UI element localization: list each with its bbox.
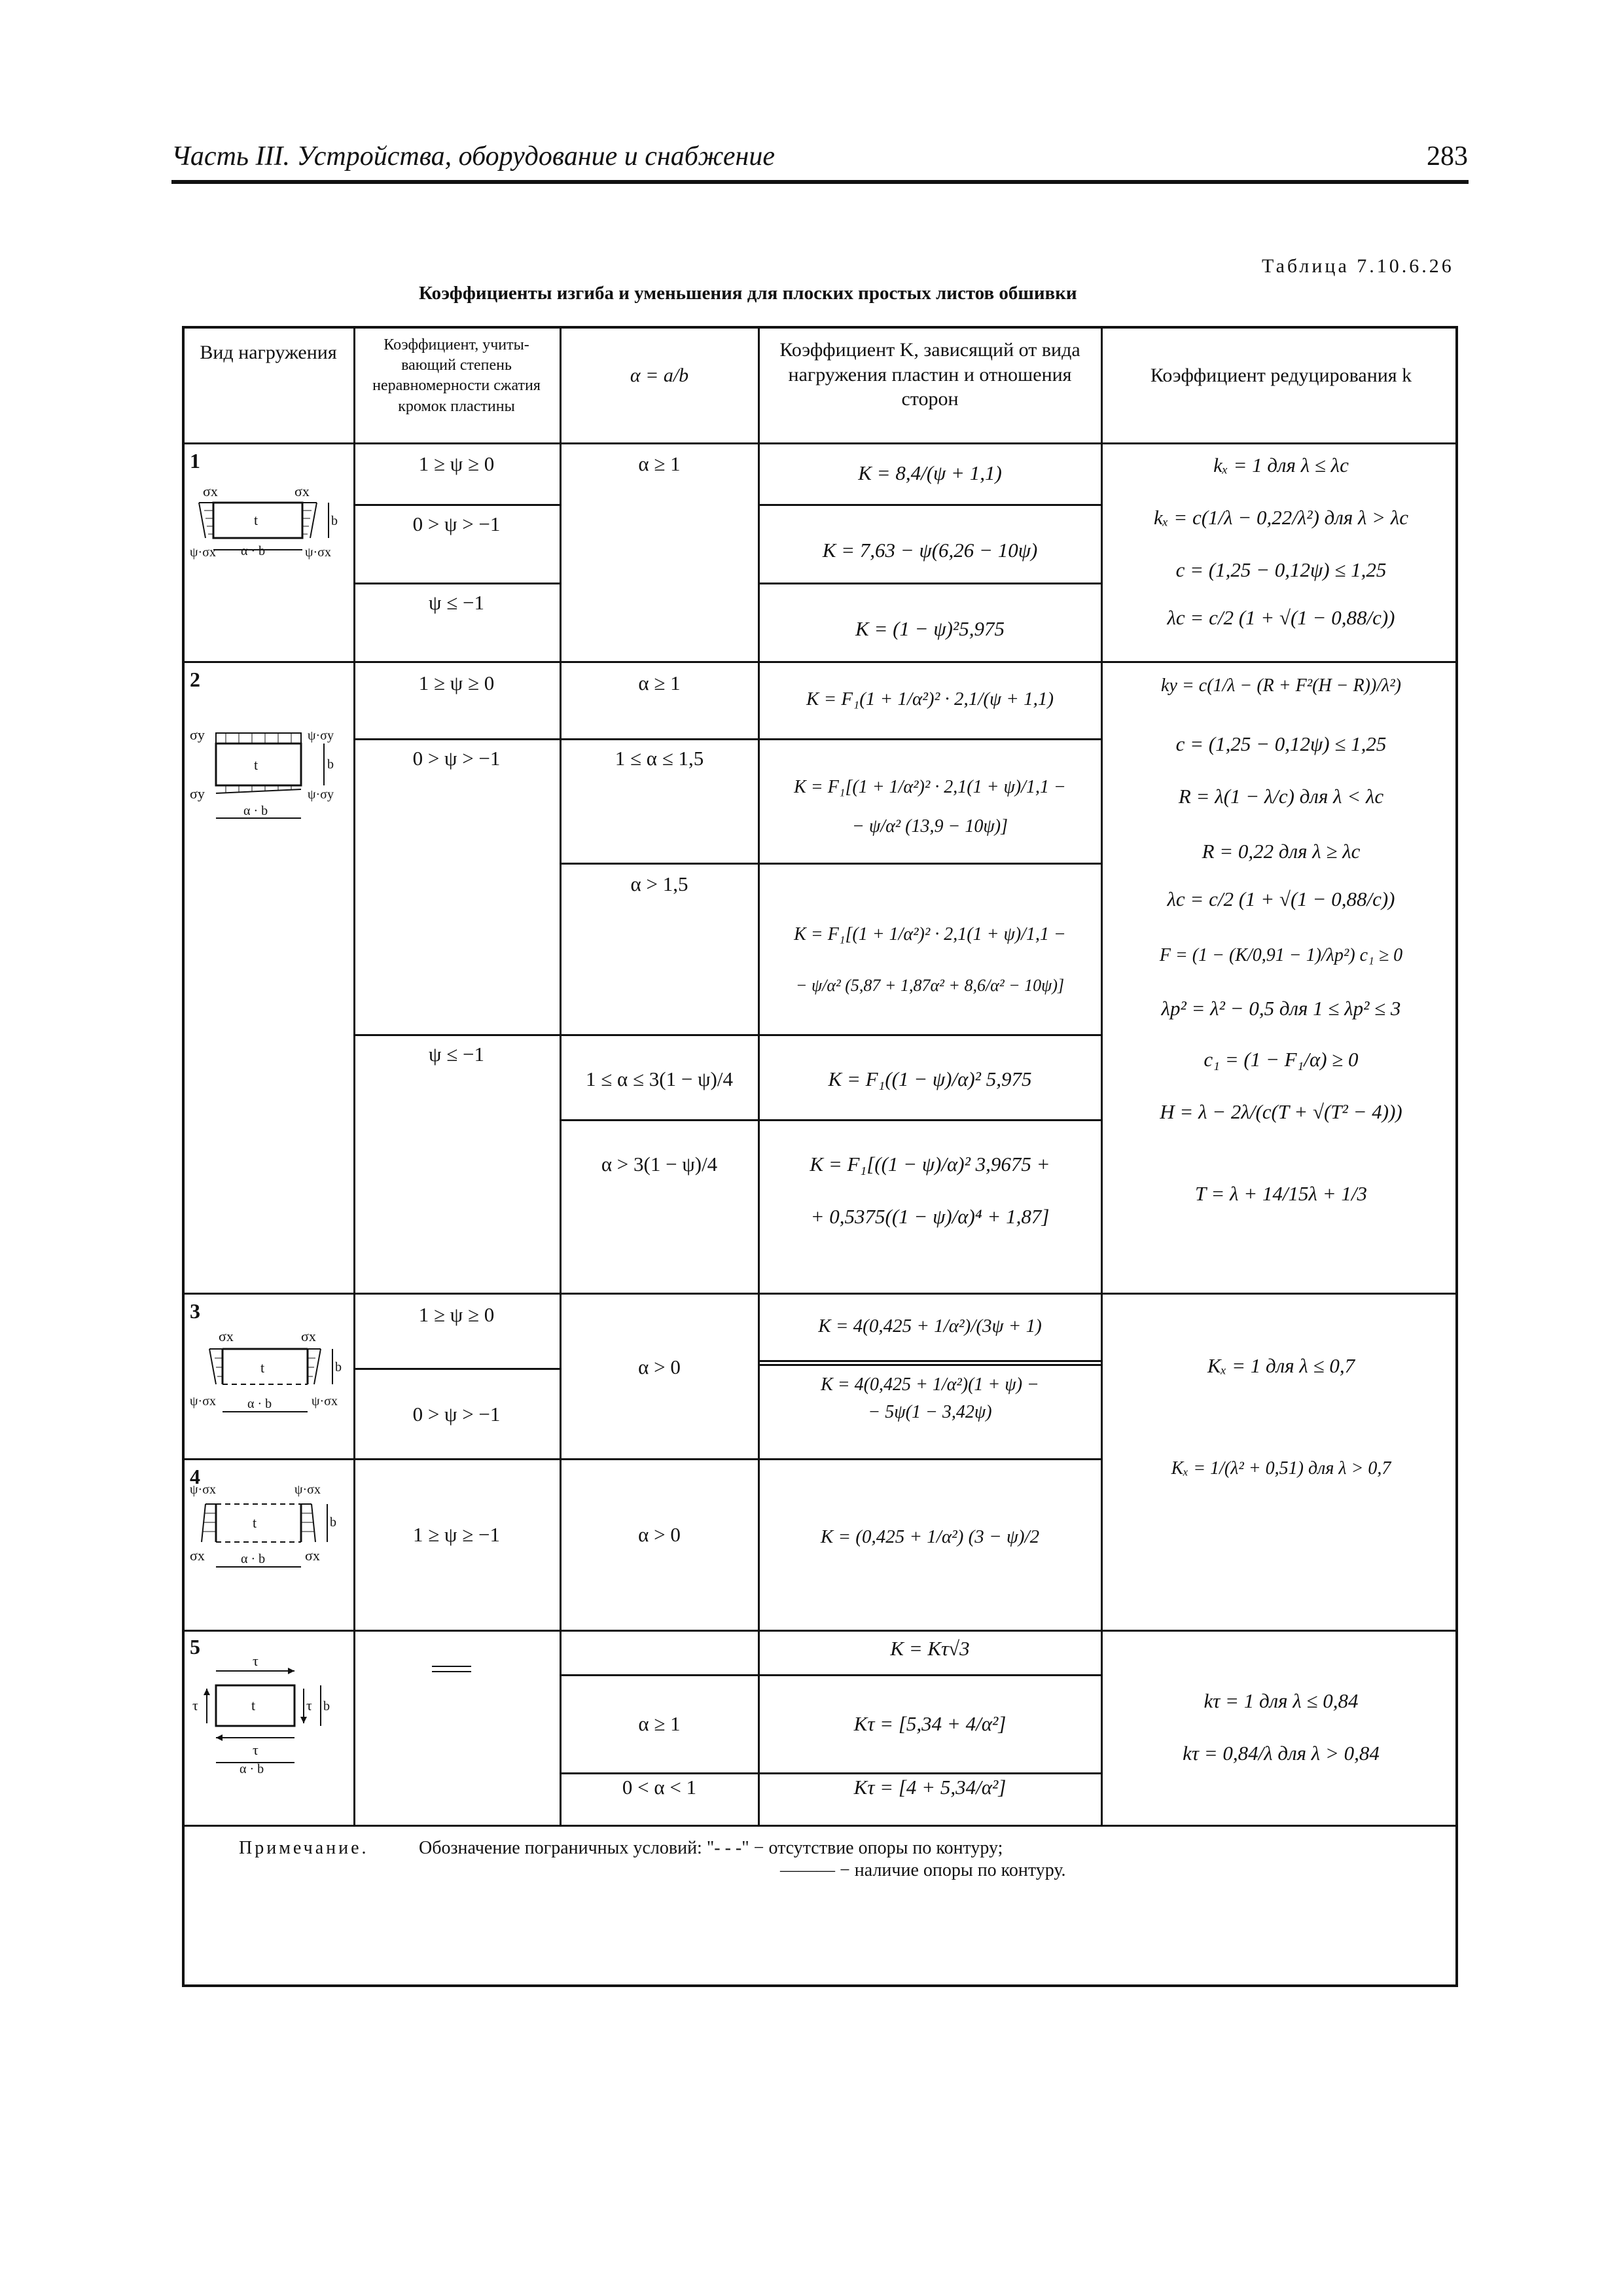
diagram-label: b	[323, 1699, 330, 1713]
row-divider	[182, 1825, 1458, 1827]
cell-divider	[758, 583, 1103, 584]
alpha-cell: α > 0	[638, 1523, 681, 1546]
k-formula: c = (1,25 − 0,12ψ) ≤ 1,25	[1175, 558, 1387, 581]
diagram-label: σx	[305, 1547, 320, 1564]
alpha-cell: 1 ≤ α ≤ 3(1 − ψ)/4	[586, 1067, 733, 1090]
K-formula: Kτ = [4 + 5,34/α²]	[853, 1776, 1007, 1799]
header-alpha: α = a/b	[630, 365, 689, 386]
k-formula: kₓ = c(1/λ − 0,22/λ²) для λ > λc	[1153, 506, 1409, 529]
diagram-label: σx	[190, 1547, 205, 1564]
load-case-5-diagram	[190, 1653, 347, 1777]
diagram-label: ψ·σx	[312, 1394, 338, 1408]
cell-divider	[560, 1674, 1103, 1676]
k-formula: kτ = 1 для λ ≤ 0,84	[1204, 1689, 1359, 1712]
cell-divider	[353, 1368, 562, 1370]
col-divider	[1101, 326, 1103, 1825]
k-formula: Kₓ = 1 для λ ≤ 0,7	[1207, 1354, 1355, 1377]
row-number: 3	[190, 1299, 200, 1323]
cell-divider	[353, 738, 1103, 740]
k-formula: R = λ(1 − λ/c) для λ < λc	[1178, 785, 1384, 808]
row-number: 2	[190, 668, 200, 691]
psi-cell: ψ ≤ −1	[429, 591, 484, 614]
k-formula: F = (1 − (K/0,91 − 1)/λp²) c₁ ≥ 0	[1159, 945, 1403, 965]
k-formula: H = λ − 2λ/(c(T + √(T² − 4)))	[1160, 1100, 1402, 1123]
cell-divider	[560, 1772, 1103, 1774]
alpha-cell: α ≥ 1	[638, 672, 681, 694]
psi-cell: 0 > ψ > −1	[412, 1403, 501, 1426]
k-formula: kτ = 0,84/λ для λ > 0,84	[1183, 1742, 1380, 1765]
diagram-label: ψ·σx	[294, 1482, 321, 1497]
diagram-label: b	[335, 1360, 342, 1374]
header-rule	[171, 180, 1469, 184]
row-divider	[182, 661, 1458, 663]
load-case-2-diagram	[190, 720, 347, 857]
row-divider	[182, 442, 1458, 444]
header-k: Коэффициент редуцирования k	[1150, 365, 1412, 386]
diagram-label: α · b	[241, 1552, 266, 1566]
diagram-label: b	[330, 1515, 336, 1530]
K-formula: − 5ψ(1 − 3,42ψ)	[868, 1402, 992, 1422]
K-formula: K = F₁((1 − ψ)/α)² 5,975	[828, 1067, 1032, 1090]
diagram-label: σx	[219, 1328, 234, 1344]
cell-divider	[758, 1364, 1103, 1366]
cell-divider	[560, 1119, 1103, 1121]
psi-cell: 1 ≥ ψ ≥ 0	[418, 1303, 495, 1326]
note-line: ——— − наличие опоры по контуру.	[780, 1860, 1066, 1880]
K-formula: K = F₁[(1 + 1/α²)² · 2,1(1 + ψ)/1,1 −	[794, 924, 1066, 944]
psi-cell: 0 > ψ > −1	[412, 512, 501, 535]
K-formula: K = F₁[(1 + 1/α²)² · 2,1(1 + ψ)/1,1 −	[794, 777, 1066, 797]
alpha-cell: 1 ≤ α ≤ 1,5	[615, 747, 704, 770]
k-formula: c₁ = (1 − F₁/α) ≥ 0	[1204, 1048, 1359, 1071]
running-header: Часть III. Устройства, оборудование и снабжение	[171, 141, 775, 171]
diagram-label: τ	[306, 1697, 312, 1713]
diagram-label: t	[251, 1697, 256, 1713]
diagram-label: ψ·σx	[190, 1394, 216, 1408]
psi-cell: 1 ≥ ψ ≥ 0	[418, 672, 495, 694]
K-formula: K = (1 − ψ)²5,975	[855, 617, 1005, 640]
alpha-cell: α > 3(1 − ψ)/4	[601, 1153, 718, 1175]
k-formula: λc = c/2 (1 + √(1 − 0,88/c))	[1167, 888, 1395, 910]
diagram-label: t	[254, 512, 259, 528]
row-divider	[182, 1458, 1103, 1460]
load-case-3-diagram	[190, 1325, 347, 1450]
k-formula: λp² = λ² − 0,5 для 1 ≤ λp² ≤ 3	[1161, 997, 1401, 1020]
diagram-label: ψ·σy	[308, 728, 334, 743]
diagram-label: α · b	[241, 544, 266, 558]
diagram-label: α · b	[247, 1397, 272, 1411]
K-formula: K = 7,63 − ψ(6,26 − 10ψ)	[822, 539, 1038, 562]
diagram-label: ψ·σx	[305, 545, 331, 560]
row-divider	[182, 1630, 1458, 1632]
header-load: Вид нагружения	[200, 342, 337, 363]
k-formula: Kₓ = 1/(λ² + 0,51) для λ > 0,7	[1171, 1458, 1391, 1479]
alpha-cell: α ≥ 1	[638, 1712, 681, 1735]
note-line: Обозначение пограничных условий: "- - -" − отсутствие опоры по контуру;	[419, 1838, 1003, 1858]
diagram-label: t	[254, 757, 259, 773]
K-formula: K = F₁(1 + 1/α²)² · 2,1/(ψ + 1,1)	[806, 689, 1054, 709]
K-formula: + 0,5375((1 − ψ)/α)⁴ + 1,87]	[810, 1205, 1050, 1228]
diagram-label: t	[260, 1359, 265, 1376]
k-formula: kₓ = 1 для λ ≤ λc	[1213, 454, 1349, 476]
diagram-label: σy	[190, 726, 205, 743]
diagram-label: ψ·σx	[190, 1482, 216, 1497]
load-case-1-diagram	[190, 476, 347, 588]
alpha-cell: α > 1,5	[630, 872, 688, 895]
diagram-label: σy	[190, 785, 205, 802]
cell-divider	[353, 583, 562, 584]
diagram-label: σx	[294, 483, 310, 499]
col-divider	[560, 326, 562, 1825]
supported-edge-line	[432, 1671, 471, 1672]
row-number: 4	[190, 1465, 200, 1488]
row-number: 5	[190, 1635, 200, 1659]
diagram-label: b	[331, 514, 338, 528]
K-formula: K = 8,4/(ψ + 1,1)	[858, 461, 1002, 484]
K-formula: K = 4(0,425 + 1/α²)/(3ψ + 1)	[818, 1316, 1042, 1336]
K-formula: − ψ/α² (13,9 − 10ψ)]	[852, 816, 1008, 836]
k-formula: ky = c(1/λ − (R + F²(H − R))/λ²)	[1161, 675, 1401, 696]
note-heading: Примечание.	[239, 1838, 369, 1858]
psi-cell: 1 ≥ ψ ≥ 0	[418, 452, 495, 475]
K-formula: K = F₁[((1 − ψ)/α)² 3,9675 +	[810, 1153, 1050, 1175]
k-formula: λc = c/2 (1 + √(1 − 0,88/c))	[1167, 606, 1395, 629]
load-case-4-diagram	[190, 1480, 347, 1605]
cell-divider	[758, 1360, 1103, 1362]
col-divider	[353, 326, 355, 1825]
diagram-label: α · b	[243, 804, 268, 818]
k-formula: R = 0,22 для λ ≥ λc	[1202, 840, 1361, 863]
table-title: Коэффициенты изгиба и уменьшения для плоских простых листов обшивки	[419, 283, 1077, 304]
k-formula: T = λ + 14/15λ + 1/3	[1194, 1182, 1367, 1205]
diagram-label: α · b	[240, 1762, 264, 1776]
K-formula: K = (0,425 + 1/α²) (3 − ψ)/2	[820, 1526, 1040, 1547]
diagram-label: τ	[253, 1742, 259, 1758]
table-number: Таблица 7.10.6.26	[1262, 255, 1454, 277]
diagram-label: ψ·σx	[190, 545, 216, 560]
cell-divider	[560, 863, 1103, 865]
row-number: 1	[190, 449, 200, 473]
psi-cell: ψ ≤ −1	[429, 1043, 484, 1066]
cell-divider	[353, 1034, 1103, 1036]
header-psi: Коэффициент, учиты- вающий степень неравномерности сжатия кромок пластины	[372, 336, 541, 415]
supported-edge-line	[432, 1666, 471, 1667]
k-formula: c = (1,25 − 0,12ψ) ≤ 1,25	[1175, 732, 1387, 755]
cell-divider	[758, 504, 1103, 506]
K-formula: K = 4(0,425 + 1/α²)(1 + ψ) −	[821, 1374, 1039, 1395]
header-K: Коэффициент K, зависящий от вида нагружения пластин и отношения сторон	[779, 339, 1080, 410]
diagram-label: b	[327, 757, 334, 772]
diagram-label: σx	[203, 483, 218, 499]
K-formula: Kτ = [5,34 + 4/α²]	[853, 1712, 1007, 1735]
alpha-cell: 0 < α < 1	[622, 1776, 697, 1799]
col-divider	[758, 326, 760, 1825]
psi-cell: 0 > ψ > −1	[412, 747, 501, 770]
row-divider	[182, 1293, 1458, 1295]
alpha-cell: α ≥ 1	[638, 452, 681, 475]
K-formula: K = Kτ√3	[890, 1637, 970, 1660]
cell-divider	[353, 504, 562, 506]
diagram-label: τ	[192, 1697, 198, 1713]
diagram-label: σx	[301, 1328, 316, 1344]
alpha-cell: α > 0	[638, 1355, 681, 1378]
diagram-label: ψ·σy	[308, 787, 334, 802]
K-formula: − ψ/α² (5,87 + 1,87α² + 8,6/α² − 10ψ)]	[795, 976, 1065, 995]
diagram-label: t	[253, 1515, 257, 1531]
page-number: 283	[1427, 141, 1468, 171]
diagram-label: τ	[253, 1653, 259, 1669]
psi-cell: 1 ≥ ψ ≥ −1	[413, 1523, 500, 1546]
